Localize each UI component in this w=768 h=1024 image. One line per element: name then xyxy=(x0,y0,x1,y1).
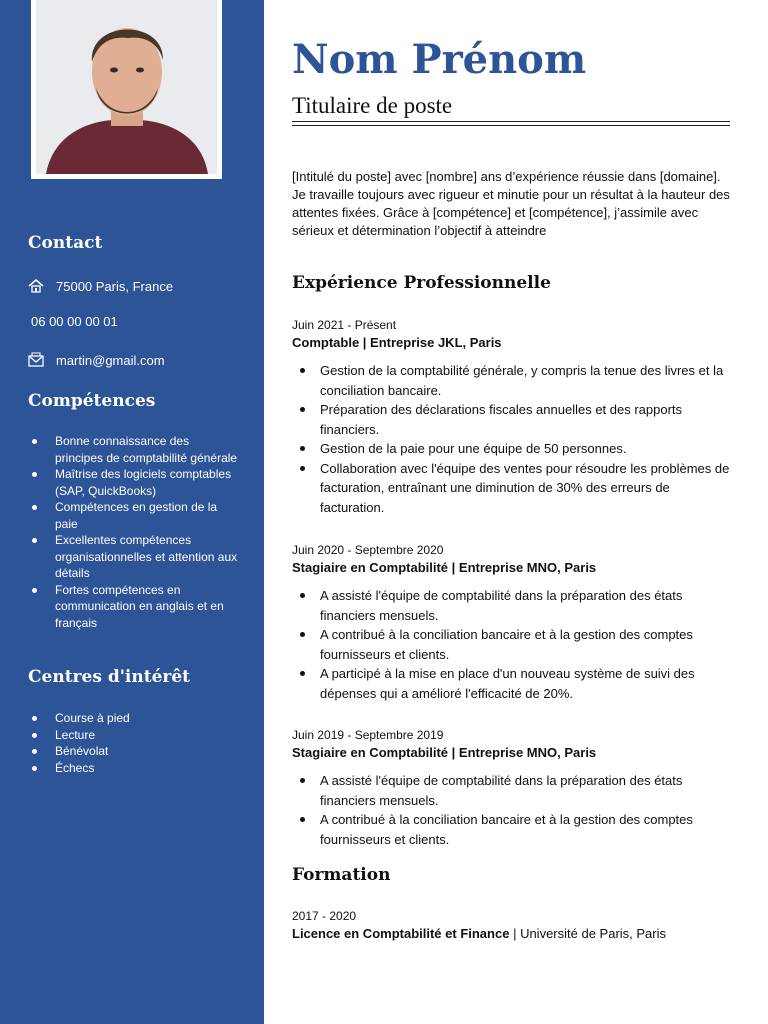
interest-item: Bénévolat xyxy=(28,743,238,760)
skills-heading: Compétences xyxy=(28,391,156,411)
profile-photo xyxy=(31,0,222,179)
contact-phone xyxy=(31,314,118,329)
interest-item: Échecs xyxy=(28,760,238,777)
contact-email xyxy=(28,352,165,368)
job-bullet: A contribué à la conciliation bancaire et à la gestion des comptes fournisseurs et clients. xyxy=(292,810,732,849)
job-bullet: A contribué à la conciliation bancaire et à la gestion des comptes fournisseurs et clients. xyxy=(292,625,732,664)
skill-item: Bonne connaissance des principes de comptabilité générale xyxy=(28,433,238,466)
experience-heading: Expérience Professionnelle xyxy=(292,273,551,293)
skill-item: Compétences en gestion de la paie xyxy=(28,499,238,532)
contact-address xyxy=(28,278,173,294)
contact-heading: Contact xyxy=(28,233,103,253)
job-dates: Juin 2021 - Présent xyxy=(292,318,397,332)
job-role: Comptable | Entreprise JKL, Paris xyxy=(292,335,502,350)
school-name: Université de Paris, Paris xyxy=(520,926,667,941)
job-bullet: A assisté l'équipe de comptabilité dans la préparation des états financiers mensuels. xyxy=(292,771,732,810)
education-entry xyxy=(292,908,732,943)
skill-item: Excellentes compétences organisationnelles et attention aux détails xyxy=(28,532,238,582)
job-bullet: Préparation des déclarations fiscales annuelles et des rapports financiers. xyxy=(292,400,732,439)
job-bullet: Gestion de la paie pour une équipe de 50 personnes. xyxy=(292,439,732,459)
interest-item: Course à pied xyxy=(28,710,238,727)
job-bullet: Collaboration avec l'équipe des ventes pour résoudre les problèmes de facturation, entraînant une diminution de 30% des erreurs de facturation. xyxy=(292,459,732,518)
phone-text: 06 00 00 00 01 xyxy=(31,314,118,329)
job-bullets xyxy=(292,361,732,517)
portrait-image xyxy=(36,0,217,174)
interests-list xyxy=(28,710,238,776)
skills-list xyxy=(28,433,238,631)
job-entry xyxy=(292,317,732,517)
job-bullets xyxy=(292,586,732,703)
education-heading: Formation xyxy=(292,865,391,885)
sidebar xyxy=(0,0,264,1024)
skill-item: Maîtrise des logiciels comptables (SAP, QuickBooks) xyxy=(28,466,238,499)
mail-icon xyxy=(28,352,48,368)
skill-item: Fortes compétences en communication en anglais et en français xyxy=(28,582,238,632)
job-entry xyxy=(292,542,732,703)
job-role: Stagiaire en Comptabilité | Entreprise MNO, Paris xyxy=(292,560,597,575)
separator: | xyxy=(509,926,521,941)
job-dates: Juin 2019 - Septembre 2019 xyxy=(292,728,444,742)
education-dates: 2017 - 2020 xyxy=(292,909,357,923)
job-role: Stagiaire en Comptabilité | Entreprise MNO, Paris xyxy=(292,745,597,760)
address-text: 75000 Paris, France xyxy=(56,278,174,294)
full-name: Nom Prénom xyxy=(292,36,587,83)
job-entry xyxy=(292,727,732,849)
home-icon xyxy=(28,278,48,294)
education-degree-line xyxy=(292,925,732,943)
divider-line xyxy=(292,125,730,126)
email-link[interactable]: martin@gmail.com xyxy=(56,352,165,368)
degree-name: Licence en Comptabilité et Finance xyxy=(292,926,510,941)
profile-summary: [Intitulé du poste] avec [nombre] ans d’expérience réussie dans [domaine]. Je travaille toujours avec rigueur et minutie pour un résultat à la hauteur des attentes fixées. Grâce à [compétence] et [compétence], j’assimile avec sérieux et détermination l’objectif à atteindre xyxy=(292,169,730,238)
job-bullets xyxy=(292,771,732,849)
interests-heading: Centres d'intérêt xyxy=(28,667,191,687)
job-bullet: Gestion de la comptabilité générale, y compris la tenue des livres et la conciliation bancaire. xyxy=(292,361,732,400)
job-bullet: A assisté l'équipe de comptabilité dans la préparation des états financiers mensuels. xyxy=(292,586,732,625)
interest-item: Lecture xyxy=(28,727,238,744)
job-bullet: A participé à la mise en place d'un nouveau système de suivi des dépenses qui a amélioré l'efficacité de 20%. xyxy=(292,664,732,703)
job-title: Titulaire de poste xyxy=(292,93,453,118)
divider-line xyxy=(292,121,730,122)
job-dates: Juin 2020 - Septembre 2020 xyxy=(292,543,444,557)
